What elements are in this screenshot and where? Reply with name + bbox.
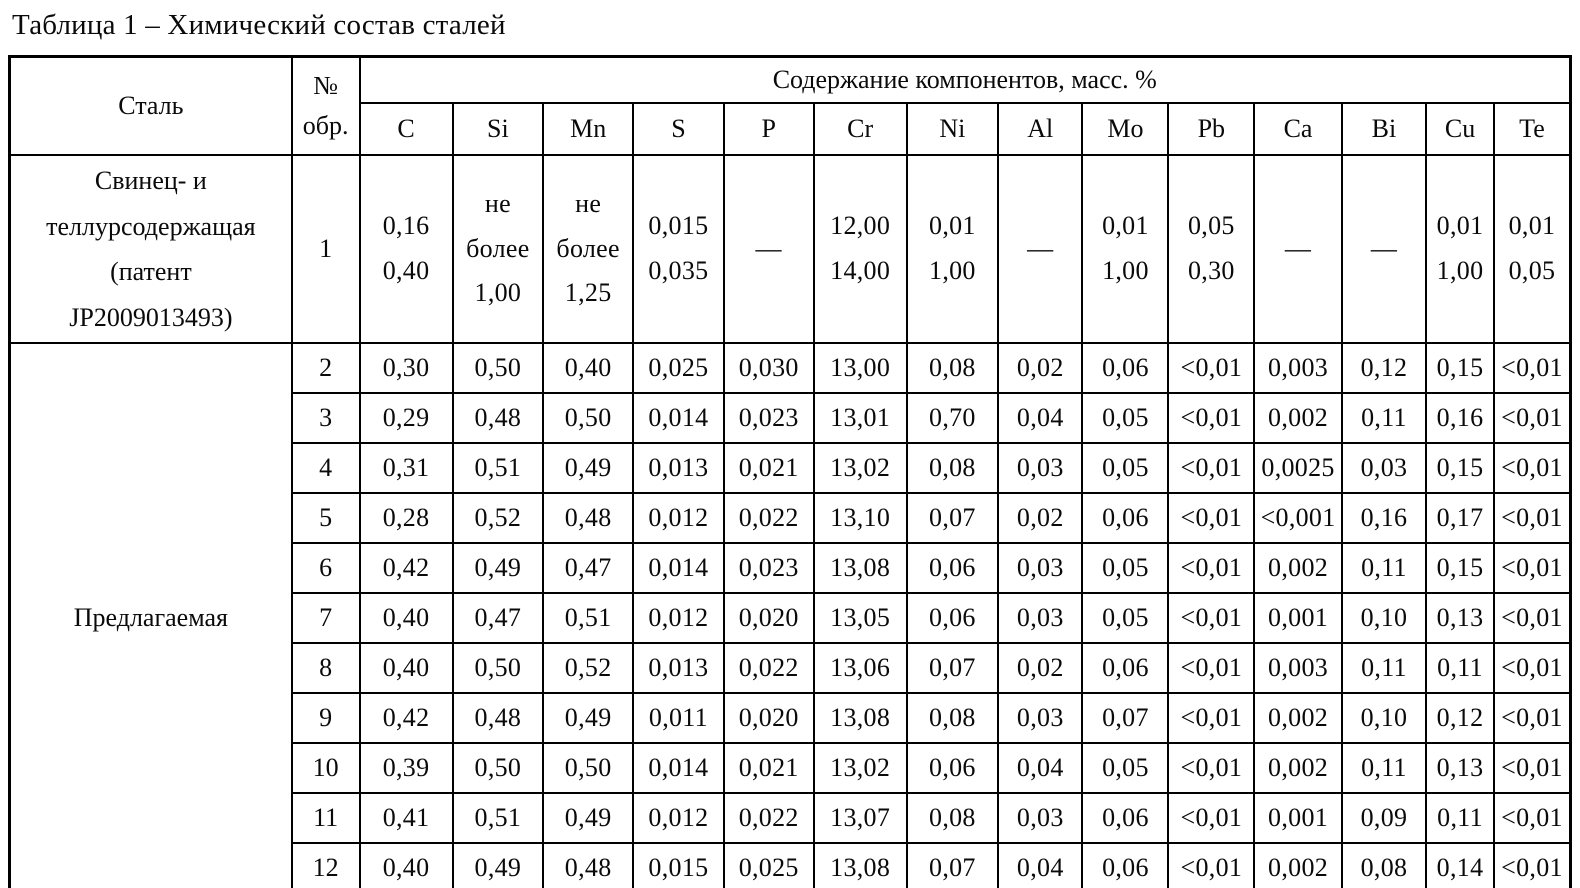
sample-number-cell: 4 [292,443,360,493]
value-cell-te-sample-8: <0,01 [1494,643,1571,693]
value-cell-ni-sample-10: 0,06 [907,743,998,793]
value-cell-al-sample-8: 0,02 [998,643,1082,693]
value-cell-p-sample-10: 0,021 [724,743,814,793]
steel-name-cell [10,343,292,888]
column-header-s: S [633,103,724,155]
value-cell-ca-sample-6: 0,002 [1254,543,1342,593]
column-header-ca: Ca [1254,103,1342,155]
value-cell-mo-sample-9: 0,07 [1082,693,1168,743]
value-cell-mn-sample-7: 0,51 [543,593,633,643]
value-cell-cr-sample-12: 13,08 [814,843,907,888]
column-header-pb: Pb [1168,103,1254,155]
table-row-sample-2 [10,343,1571,393]
value-cell-cr-sample-3: 13,01 [814,393,907,443]
value-cell-mo-sample-10: 0,05 [1082,743,1168,793]
value-cell-pb-sample-10: <0,01 [1168,743,1254,793]
value-cell-c-sample-2: 0,30 [360,343,453,393]
value-cell-cr-sample-5: 13,10 [814,493,907,543]
value-cell-pb-sample-5: <0,01 [1168,493,1254,543]
value-cell-ni-sample-4: 0,08 [907,443,998,493]
value-cell-p-sample-9: 0,020 [724,693,814,743]
value-cell-c-sample-1 [360,155,453,343]
value-cell-si-sample-6: 0,49 [453,543,544,593]
sample-number-cell: 8 [292,643,360,693]
value-cell-ni-sample-5: 0,07 [907,493,998,543]
sample-number-cell: 3 [292,393,360,443]
value-cell-cr-sample-6: 13,08 [814,543,907,593]
steel-name-line: JP2009013493) [69,302,233,332]
value-cell-pb-sample-2: <0,01 [1168,343,1254,393]
column-header-steel: Сталь [10,57,292,156]
value-cell-c-sample-9: 0,42 [360,693,453,743]
value-cell-p-sample-6: 0,023 [724,543,814,593]
column-header-al: Al [998,103,1082,155]
value-cell-mn-sample-5: 0,48 [543,493,633,543]
table-title: Таблица 1 – Химический состав сталей [12,9,506,41]
value-cell-ca-sample-9: 0,002 [1254,693,1342,743]
value-cell-s-sample-7: 0,012 [633,593,724,643]
sample-number-cell: 10 [292,743,360,793]
value-cell-al-sample-4: 0,03 [998,443,1082,493]
steel-name-line: (патент [110,257,192,286]
value-cell-ni-sample-7: 0,06 [907,593,998,643]
value-cell-te-sample-1 [1494,155,1571,343]
value-cell-cr-sample-11: 13,07 [814,793,907,843]
value-cell-ca-sample-11: 0,001 [1254,793,1342,843]
value-cell-te-sample-12: <0,01 [1494,843,1571,888]
value-cell-cu-sample-4: 0,15 [1426,443,1494,493]
value-cell-cu-sample-8: 0,11 [1426,643,1494,693]
value-cell-c-sample-5: 0,28 [360,493,453,543]
value-cell-ca-sample-8: 0,003 [1254,643,1342,693]
value-cell-bi-sample-6: 0,11 [1342,543,1426,593]
value-cell-pb-sample-12: <0,01 [1168,843,1254,888]
value-cell-p-sample-4: 0,021 [724,443,814,493]
column-header-te: Te [1494,103,1571,155]
value-cell-bi-sample-1: — [1342,155,1426,343]
value-cell-ni-sample-9: 0,08 [907,693,998,743]
column-header-bi: Bi [1342,103,1426,155]
value-cell-c-sample-3: 0,29 [360,393,453,443]
steel-name-cell [10,155,292,343]
value-cell-bi-sample-2: 0,12 [1342,343,1426,393]
value-cell-ni-sample-1 [907,155,998,343]
value-cell-te-sample-9: <0,01 [1494,693,1571,743]
value-cell-pb-sample-8: <0,01 [1168,643,1254,693]
value-cell-te-sample-3: <0,01 [1494,393,1571,443]
value-cell-s-sample-2: 0,025 [633,343,724,393]
value-cell-pb-sample-7: <0,01 [1168,593,1254,643]
value-cell-te-sample-5: <0,01 [1494,493,1571,543]
value-cell-si-sample-11: 0,51 [453,793,544,843]
value-cell-mo-sample-5: 0,06 [1082,493,1168,543]
value-cell-si-sample-12: 0,49 [453,843,544,888]
value-cell-mo-sample-1 [1082,155,1168,343]
value-cell-p-sample-3: 0,023 [724,393,814,443]
value-cell-cr-sample-7: 13,05 [814,593,907,643]
value-line: 0,01 [1436,211,1484,241]
value-cell-si-sample-4: 0,51 [453,443,544,493]
sample-header-line-2: обр. [302,111,349,140]
value-line: не [575,188,602,218]
value-cell-bi-sample-8: 0,11 [1342,643,1426,693]
column-header-c: C [360,103,453,155]
value-line: более [556,233,620,263]
value-cell-cu-sample-11: 0,11 [1426,793,1494,843]
value-cell-si-sample-2: 0,50 [453,343,544,393]
value-cell-ca-sample-4: 0,0025 [1254,443,1342,493]
value-cell-ni-sample-8: 0,07 [907,643,998,693]
value-cell-mo-sample-4: 0,05 [1082,443,1168,493]
value-line: 1,00 [1102,256,1149,285]
column-header-cu: Cu [1426,103,1494,155]
value-line: 0,05 [1508,256,1556,285]
value-cell-bi-sample-5: 0,16 [1342,493,1426,543]
value-cell-mn-sample-9: 0,49 [543,693,633,743]
chemical-composition-table [8,55,1572,888]
value-cell-cu-sample-10: 0,13 [1426,743,1494,793]
column-header-p: P [724,103,814,155]
value-cell-s-sample-8: 0,013 [633,643,724,693]
value-cell-s-sample-9: 0,011 [633,693,724,743]
value-cell-c-sample-6: 0,42 [360,543,453,593]
value-cell-te-sample-6: <0,01 [1494,543,1571,593]
value-cell-s-sample-10: 0,014 [633,743,724,793]
value-cell-mo-sample-6: 0,05 [1082,543,1168,593]
value-cell-al-sample-11: 0,03 [998,793,1082,843]
value-cell-s-sample-5: 0,012 [633,493,724,543]
value-line: 0,035 [648,256,709,285]
value-cell-s-sample-6: 0,014 [633,543,724,593]
sample-header-line-1: № [313,70,339,100]
value-cell-al-sample-1: — [998,155,1082,343]
value-line: 1,00 [929,256,976,285]
value-cell-cu-sample-5: 0,17 [1426,493,1494,543]
column-header-si: Si [453,103,544,155]
value-line: 0,01 [929,211,976,241]
value-cell-bi-sample-4: 0,03 [1342,443,1426,493]
value-cell-ni-sample-3: 0,70 [907,393,998,443]
value-cell-bi-sample-3: 0,11 [1342,393,1426,443]
value-cell-p-sample-7: 0,020 [724,593,814,643]
header-row-groups [10,57,1571,104]
value-line: более [466,233,530,263]
value-cell-s-sample-4: 0,013 [633,443,724,493]
value-cell-ca-sample-7: 0,001 [1254,593,1342,643]
value-cell-mo-sample-2: 0,06 [1082,343,1168,393]
steel-name-line: Предлагаемая [73,603,228,633]
sample-number-cell: 5 [292,493,360,543]
sample-number-cell: 11 [292,793,360,843]
value-cell-te-sample-2: <0,01 [1494,343,1571,393]
value-cell-mn-sample-8: 0,52 [543,643,633,693]
value-cell-al-sample-3: 0,04 [998,393,1082,443]
value-cell-cu-sample-7: 0,13 [1426,593,1494,643]
value-cell-mo-sample-12: 0,06 [1082,843,1168,888]
value-cell-cr-sample-2: 13,00 [814,343,907,393]
value-cell-p-sample-12: 0,025 [724,843,814,888]
sample-number-cell: 6 [292,543,360,593]
value-line: 0,01 [1102,211,1149,241]
column-header-components-content: Содержание компонентов, масс. % [360,57,1571,104]
value-cell-cr-sample-8: 13,06 [814,643,907,693]
value-cell-te-sample-7: <0,01 [1494,593,1571,643]
value-line: 0,015 [648,211,709,241]
value-cell-cu-sample-1 [1426,155,1494,343]
value-cell-si-sample-5: 0,52 [453,493,544,543]
value-cell-ca-sample-10: 0,002 [1254,743,1342,793]
value-cell-mo-sample-7: 0,05 [1082,593,1168,643]
value-cell-c-sample-11: 0,41 [360,793,453,843]
value-cell-cu-sample-6: 0,15 [1426,543,1494,593]
value-cell-mo-sample-3: 0,05 [1082,393,1168,443]
value-cell-al-sample-5: 0,02 [998,493,1082,543]
value-cell-c-sample-12: 0,40 [360,843,453,888]
value-cell-ni-sample-6: 0,06 [907,543,998,593]
column-header-cr: Cr [814,103,907,155]
column-header-sample-number [292,57,360,156]
value-cell-cu-sample-3: 0,16 [1426,393,1494,443]
value-line: 0,05 [1187,211,1235,241]
value-line: 12,00 [830,211,891,241]
value-line: 1,25 [564,278,612,308]
value-cell-mn-sample-6: 0,47 [543,543,633,593]
value-cell-p-sample-11: 0,022 [724,793,814,843]
value-line: 0,30 [1187,256,1235,285]
value-cell-ca-sample-12: 0,002 [1254,843,1342,888]
value-line: 1,00 [1436,256,1484,285]
value-line: не [484,188,511,218]
value-line: 0,01 [1508,211,1556,241]
value-cell-te-sample-4: <0,01 [1494,443,1571,493]
value-cell-te-sample-10: <0,01 [1494,743,1571,793]
value-cell-p-sample-8: 0,022 [724,643,814,693]
column-header-ni: Ni [907,103,998,155]
value-line: 0,16 [382,211,430,241]
value-cell-cr-sample-9: 13,08 [814,693,907,743]
value-cell-bi-sample-10: 0,11 [1342,743,1426,793]
value-cell-pb-sample-4: <0,01 [1168,443,1254,493]
value-cell-mn-sample-12: 0,48 [543,843,633,888]
value-cell-cr-sample-1 [814,155,907,343]
value-cell-mn-sample-10: 0,50 [543,743,633,793]
value-cell-cr-sample-4: 13,02 [814,443,907,493]
steel-name-line: Свинец- и [94,166,207,195]
value-cell-ca-sample-5: <0,001 [1254,493,1342,543]
column-header-mo: Mo [1082,103,1168,155]
value-cell-c-sample-8: 0,40 [360,643,453,693]
sample-number-cell: 12 [292,843,360,888]
value-cell-s-sample-1 [633,155,724,343]
sample-number-cell: 9 [292,693,360,743]
value-cell-si-sample-9: 0,48 [453,693,544,743]
value-cell-ca-sample-2: 0,003 [1254,343,1342,393]
table-row-sample-1 [10,155,1571,343]
value-cell-p-sample-2: 0,030 [724,343,814,393]
value-cell-cu-sample-9: 0,12 [1426,693,1494,743]
value-cell-pb-sample-11: <0,01 [1168,793,1254,843]
value-cell-al-sample-2: 0,02 [998,343,1082,393]
value-cell-si-sample-10: 0,50 [453,743,544,793]
value-cell-p-sample-1: — [724,155,814,343]
value-cell-mn-sample-2: 0,40 [543,343,633,393]
value-cell-s-sample-11: 0,012 [633,793,724,843]
value-cell-al-sample-9: 0,03 [998,693,1082,743]
value-cell-s-sample-3: 0,014 [633,393,724,443]
value-cell-mo-sample-11: 0,06 [1082,793,1168,843]
value-cell-pb-sample-3: <0,01 [1168,393,1254,443]
value-line: 1,00 [474,278,522,308]
value-cell-mn-sample-3: 0,50 [543,393,633,443]
value-cell-ni-sample-2: 0,08 [907,343,998,393]
value-cell-bi-sample-9: 0,10 [1342,693,1426,743]
sample-number-cell: 7 [292,593,360,643]
value-cell-si-sample-3: 0,48 [453,393,544,443]
value-cell-bi-sample-12: 0,08 [1342,843,1426,888]
value-cell-al-sample-7: 0,03 [998,593,1082,643]
value-cell-al-sample-12: 0,04 [998,843,1082,888]
sample-number-cell: 1 [292,155,360,343]
value-cell-c-sample-4: 0,31 [360,443,453,493]
value-cell-mn-sample-11: 0,49 [543,793,633,843]
value-line: 0,40 [382,256,430,285]
value-cell-pb-sample-6: <0,01 [1168,543,1254,593]
value-cell-bi-sample-7: 0,10 [1342,593,1426,643]
steel-name-line: теллурсодержащая [46,211,256,241]
value-cell-mn-sample-4: 0,49 [543,443,633,493]
value-cell-te-sample-11: <0,01 [1494,793,1571,843]
value-cell-c-sample-10: 0,39 [360,743,453,793]
value-cell-ca-sample-3: 0,002 [1254,393,1342,443]
value-cell-si-sample-1 [453,155,544,343]
value-cell-al-sample-10: 0,04 [998,743,1082,793]
value-cell-pb-sample-1 [1168,155,1254,343]
value-line: 14,00 [830,256,891,285]
value-cell-p-sample-5: 0,022 [724,493,814,543]
value-cell-al-sample-6: 0,03 [998,543,1082,593]
value-cell-s-sample-12: 0,015 [633,843,724,888]
value-cell-cr-sample-10: 13,02 [814,743,907,793]
value-cell-mo-sample-8: 0,06 [1082,643,1168,693]
value-cell-pb-sample-9: <0,01 [1168,693,1254,743]
value-cell-cu-sample-2: 0,15 [1426,343,1494,393]
value-cell-bi-sample-11: 0,09 [1342,793,1426,843]
value-cell-si-sample-7: 0,47 [453,593,544,643]
value-cell-mn-sample-1 [543,155,633,343]
value-cell-ca-sample-1: — [1254,155,1342,343]
value-cell-ni-sample-12: 0,07 [907,843,998,888]
value-cell-si-sample-8: 0,50 [453,643,544,693]
value-cell-cu-sample-12: 0,14 [1426,843,1494,888]
value-cell-ni-sample-11: 0,08 [907,793,998,843]
column-header-mn: Mn [543,103,633,155]
value-cell-c-sample-7: 0,40 [360,593,453,643]
sample-number-cell: 2 [292,343,360,393]
